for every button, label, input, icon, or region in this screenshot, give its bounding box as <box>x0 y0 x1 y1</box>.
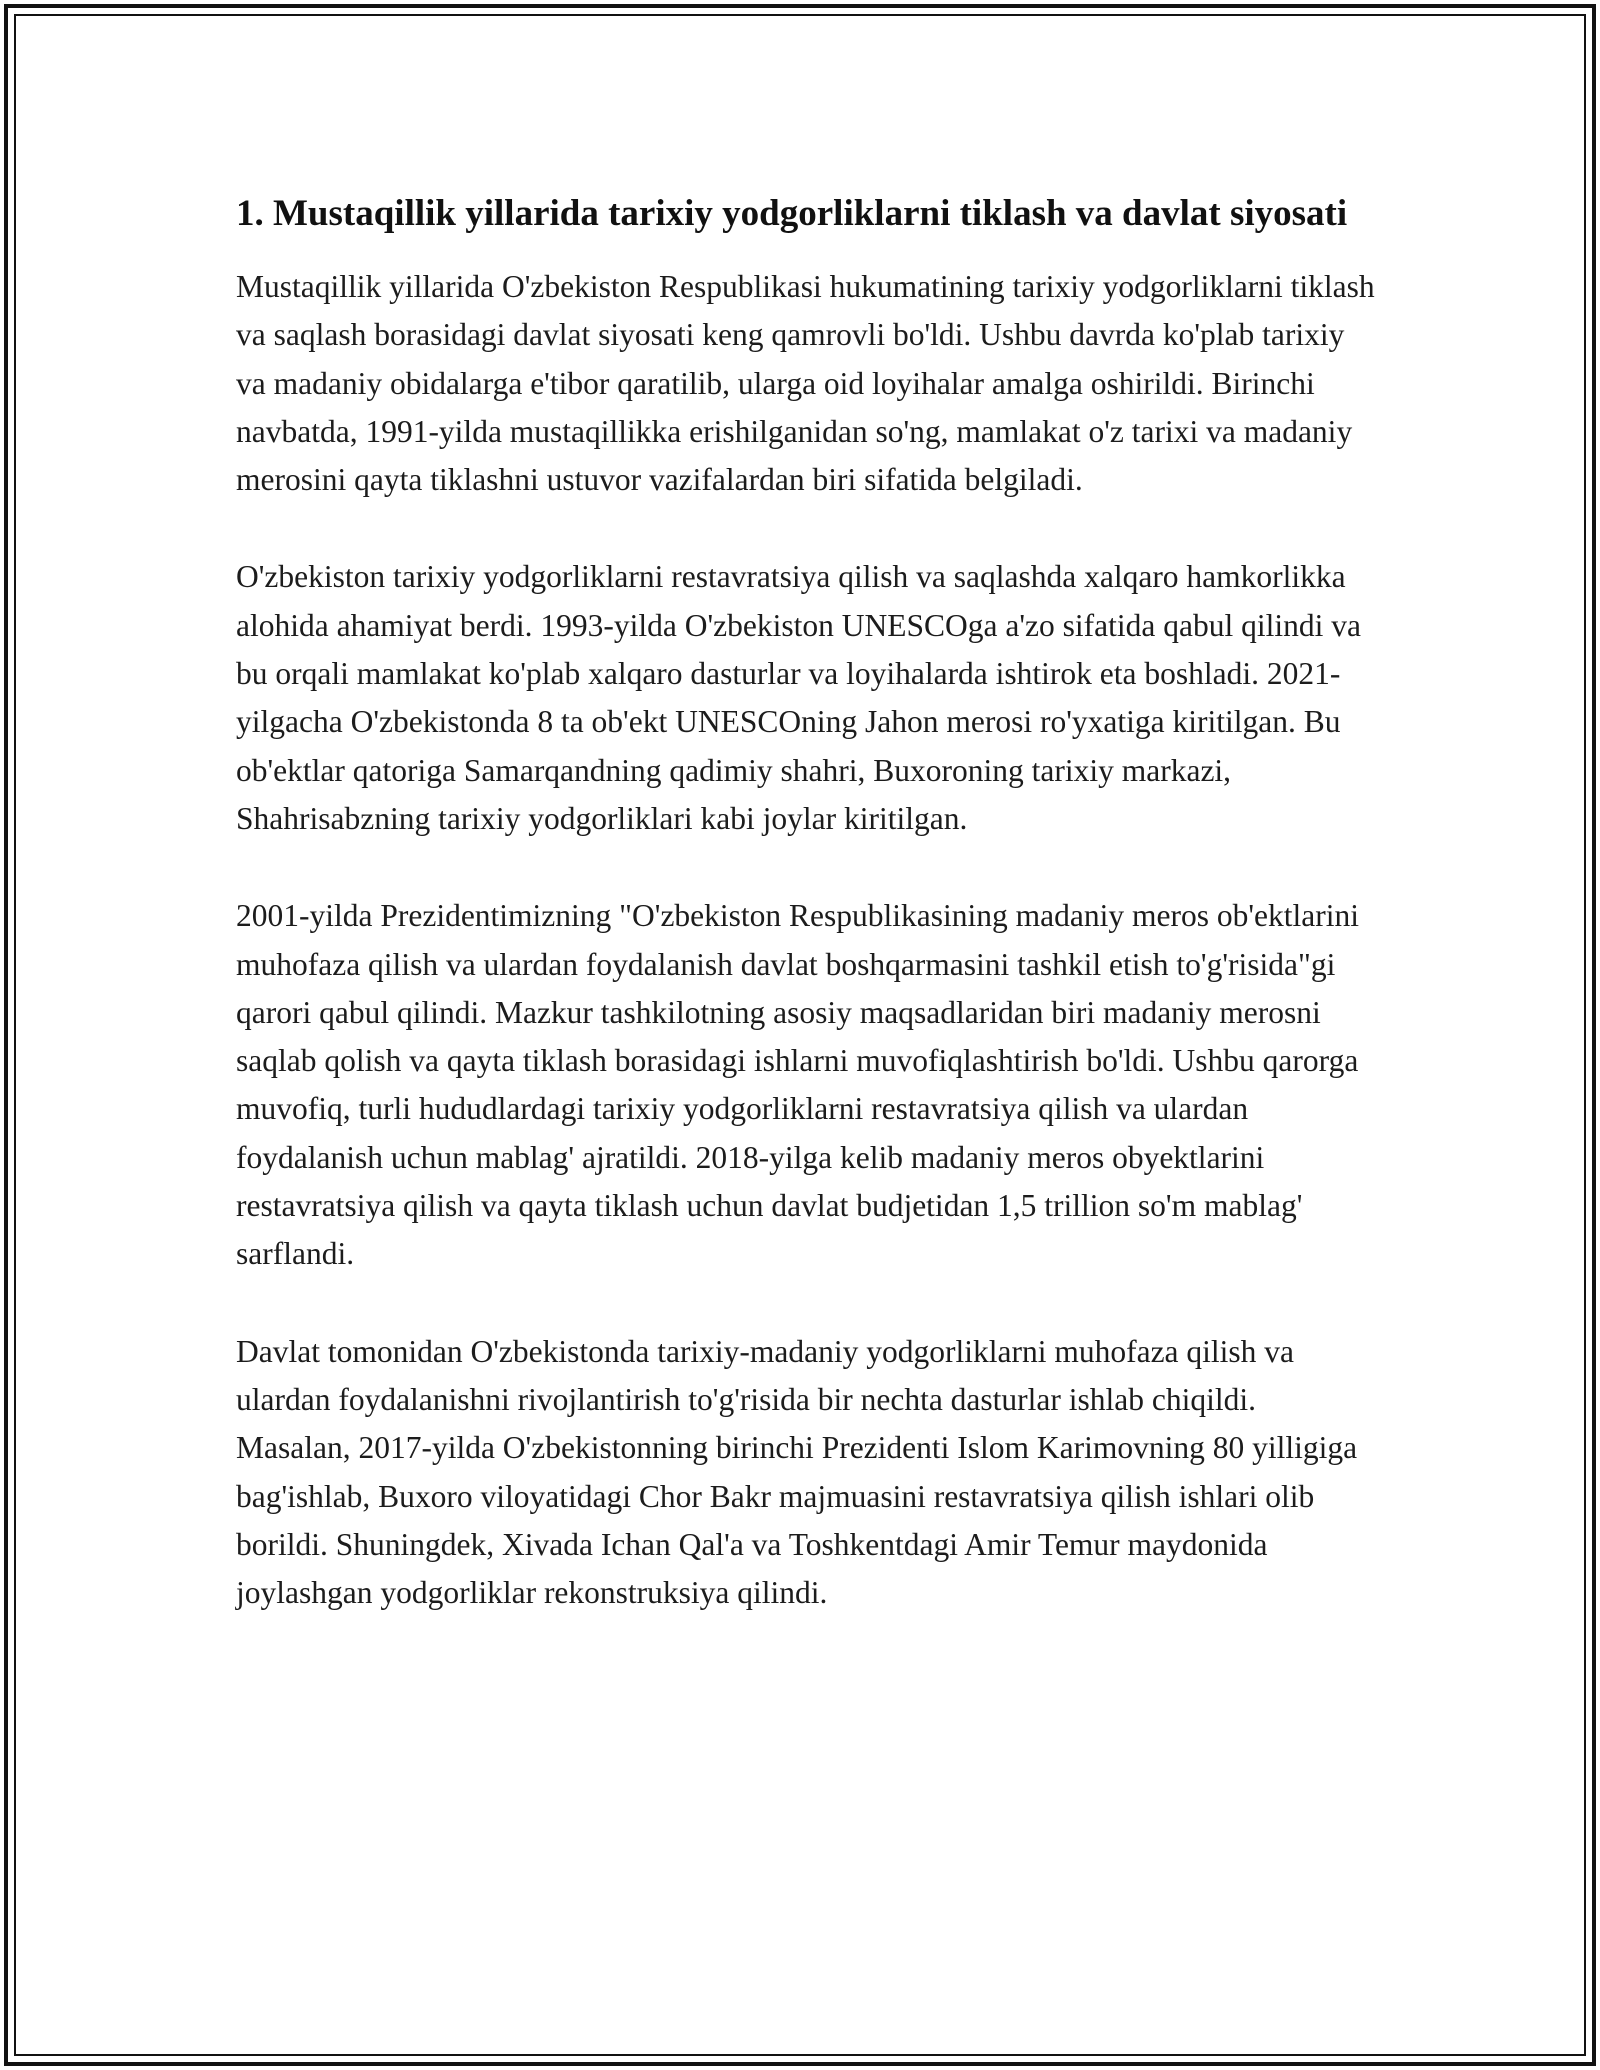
paragraph-2: O'zbekiston tarixiy yodgorliklarni restavratsiya qilish va saqlashda xalqaro hamkorlikka alohida ahamiyat berdi. 1993-yilda O'zbekiston UNESCOga a'zo sifatida qabul qilindi va bu orqali mamlakat ko'plab xalqaro dasturlar va loyihalarda ishtirok eta boshladi. 2021-yilgacha O'zbekistonda 8 ta ob'ekt UNESCOning Jahon merosi ro'yxatiga kiritilgan. Bu ob'ektlar qatoriga Samarqandning qadimiy shahri, Buxoroning tarixiy markazi, Shahrisabzning tarixiy yodgorliklari kabi joylar kiritilgan. <box>236 559 1361 836</box>
document-body <box>236 186 1376 1666</box>
paragraph-1: Mustaqillik yillarida O'zbekiston Respublikasi hukumatining tarixiy yodgorliklarni tiklash va saqlash borasidagi davlat siyosati keng qamrovli bo'ldi. Ushbu davrda ko'plab tarixiy va madaniy obidalarga e'tibor qaratilib, ularga oid loyihalar amalga oshirildi. Birinchi navbatda, 1991-yilda mustaqillikka erishilganidan so'ng, mamlakat o'z tarixi va madaniy merosini qayta tiklashni ustuvor vazifalardan biri sifatida belgiladi. <box>236 269 1375 498</box>
section-heading: 1. Mustaqillik yillarida tarixiy yodgorliklarni tiklash va davlat siyosati <box>236 193 1348 234</box>
paragraph-4: Davlat tomonidan O'zbekistonda tarixiy-madaniy yodgorliklarni muhofaza qilish va ulardan foydalanishni rivojlantirish to'g'risida bir nechta dasturlar ishlab chiqildi. Masalan, 2017-yilda O'zbekistonning birinchi Prezidenti Islom Karimovning 80 yilligiga bag'ishlab, Buxoro viloyatidagi Chor Bakr majmuasini restavratsiya qilish ishlari olib borildi. Shuningdek, Xivada Ichan Qal'a va Toshkentdagi Amir Temur maydonida joylashgan yodgorliklar rekonstruksiya qilindi. <box>236 1333 1358 1611</box>
paragraph-3: 2001-yilda Prezidentimizning "O'zbekiston Respublikasining madaniy meros ob'ektlarini muhofaza qilish va ulardan foydalanish davlat boshqarmasini tashkil etish to'g'risida"gi qarori qabul qilindi. Mazkur tashkilotning asosiy maqsadlaridan biri madaniy merosni saqlab qolish va qayta tiklash borasidagi ishlarni muvofiqlashtirish bo'ldi. Ushbu qarorga muvofiq, turli hududlardagi tarixiy yodgorliklarni restavratsiya qilish va ulardan foydalanish uchun mablag' ajratildi. 2018-yilga kelib madaniy meros obyektlarini restavratsiya qilish va qayta tiklash uchun davlat budjetidan 1,5 trillion so'm mablag' sarflandi. <box>236 898 1360 1272</box>
